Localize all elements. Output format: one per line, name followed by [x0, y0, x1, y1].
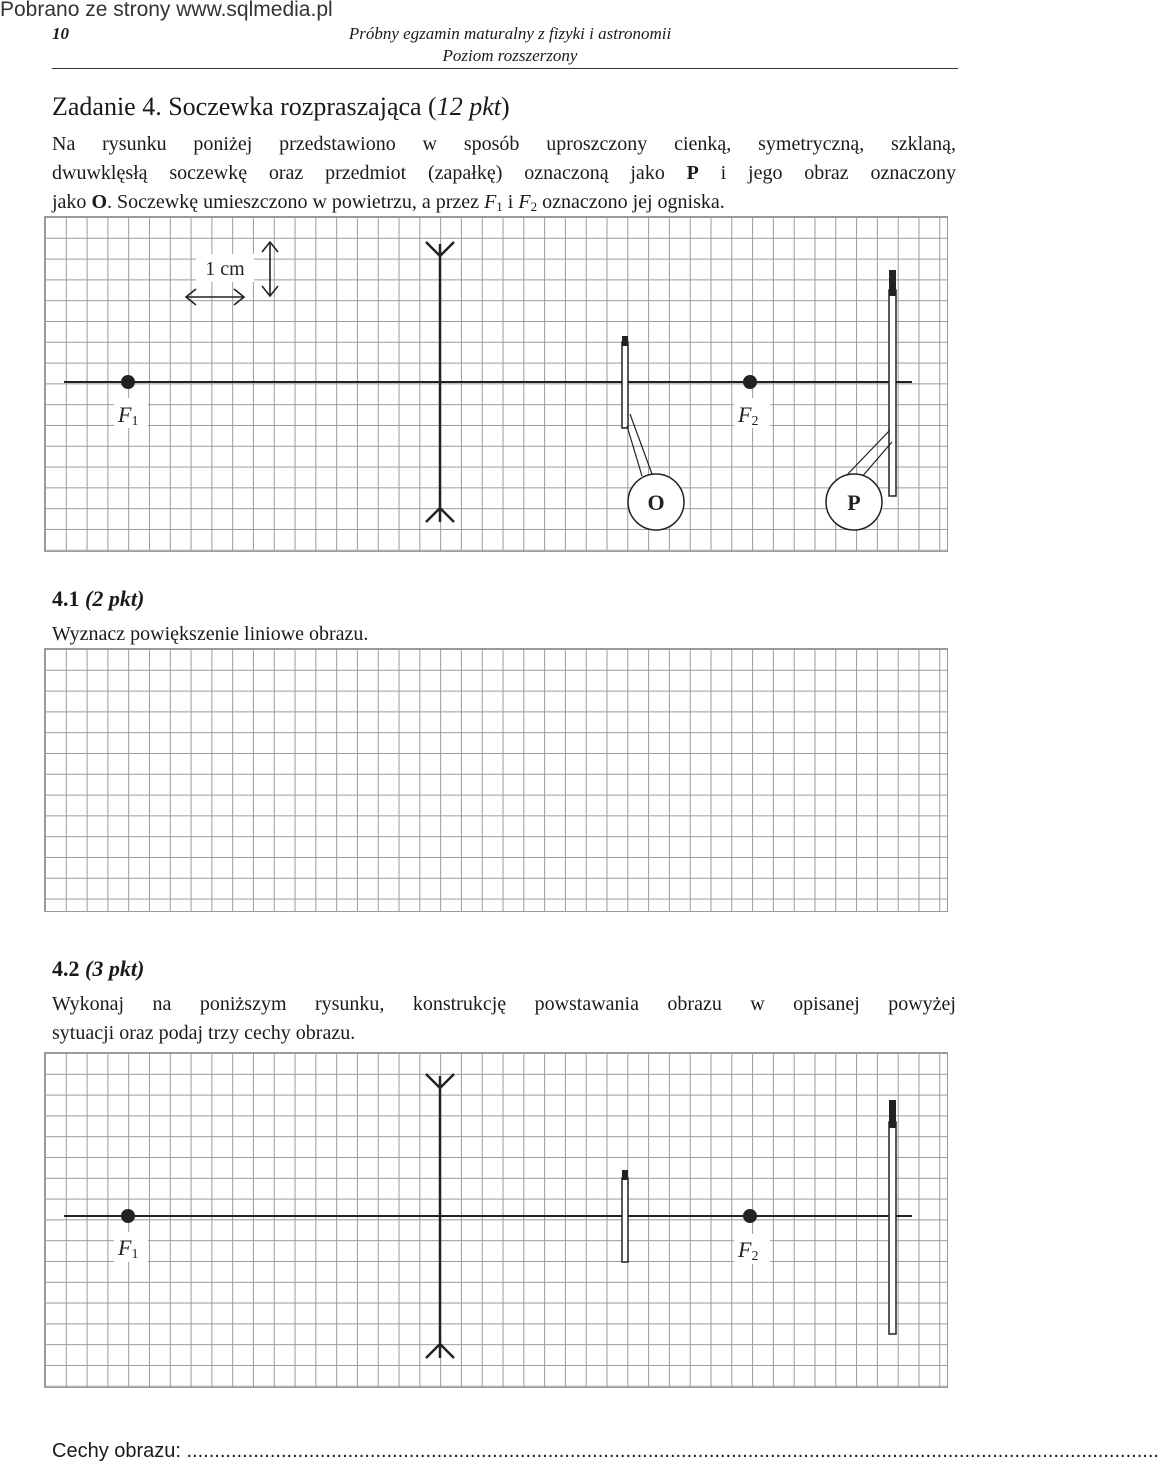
figure1-diagram: [44, 216, 948, 552]
q42-heading: [52, 956, 144, 982]
q41-prompt-text: Wyznacz powiększenie liniowe obrazu.: [52, 623, 369, 645]
intro-text: i jego obraz oznaczony: [698, 162, 956, 184]
scale-label: 1 cm: [205, 258, 245, 280]
object-match: [889, 1100, 896, 1334]
focus1-point: [121, 375, 135, 389]
q42-prompt: [52, 990, 956, 1048]
q41-heading: [52, 586, 144, 612]
intro-image-label: O: [91, 191, 107, 213]
focus1-point: [121, 1209, 135, 1223]
task-title-close: ): [500, 92, 510, 121]
q42-prompt-line-2: sytuacji oraz podaj trzy cechy obrazu.: [52, 1022, 356, 1044]
intro-text: dwuwklęsłą soczewkę oraz przedmiot (zapałkę) oznaczoną jako: [52, 162, 687, 184]
focus2-label: F2: [738, 1237, 759, 1264]
intro-focus2: F: [518, 191, 531, 213]
focus1-label: F1: [118, 402, 139, 429]
image-features-dots: ...............................................................................................................................................................................: [186, 1440, 1159, 1462]
image-features-label: Cechy obrazu:: [52, 1440, 187, 1462]
image-features-line[interactable]: [52, 1440, 1159, 1463]
task-title-text: Zadanie 4. Soczewka rozpraszająca (: [52, 92, 437, 121]
intro-text: . Soczewkę umieszczono w powietrzu, a przez: [107, 191, 485, 213]
object-match: [889, 270, 896, 496]
focus2-point: [743, 375, 757, 389]
watermark: Pobrano ze strony www.sqlmedia.pl: [0, 0, 333, 21]
focus2-point: [743, 1209, 757, 1223]
object-callout: [826, 430, 892, 530]
intro-text: jako: [52, 191, 92, 213]
header-level: Poziom rozszerzony: [442, 46, 578, 65]
q42-number: 4.2: [52, 956, 80, 981]
task-title-points: 12 pkt: [436, 92, 501, 121]
intro-line-1: Na rysunku poniżej przedstawiono w sposób uproszczony cienką, symetryczną, szklaną,: [52, 133, 956, 155]
figure2-diagram: [44, 1052, 948, 1388]
q41-answer-grid[interactable]: [44, 648, 948, 912]
header-rule: [52, 68, 958, 69]
intro-object-label: P: [686, 162, 699, 184]
object-callout-label: P: [847, 490, 861, 515]
focus1-label: F1: [118, 1235, 139, 1262]
intro-line-2: [52, 159, 956, 188]
intro-focus1: F: [484, 191, 497, 213]
header-exam-title: Próbny egzamin maturalny z fizyki i astronomii: [348, 24, 672, 43]
q41-number: 4.1: [52, 586, 80, 611]
intro-text: oznaczono jej ogniska.: [537, 191, 725, 213]
page-number: 10: [52, 24, 69, 43]
q42-points: (3 pkt): [85, 956, 145, 981]
intro-focus1-sub: 1: [496, 199, 503, 214]
intro-text: i: [502, 191, 519, 213]
q41-points: (2 pkt): [85, 586, 145, 611]
intro-focus2-sub: 2: [530, 199, 538, 214]
q42-prompt-line-1: Wykonaj na poniższym rysunku, konstrukcję powstawania obrazu w opisanej powyżej: [52, 993, 956, 1015]
image-match: [622, 336, 628, 428]
focus2-label: F2: [738, 402, 759, 429]
image-match: [622, 1170, 628, 1262]
task-intro: [52, 130, 956, 221]
q41-prompt: [52, 620, 956, 649]
task-title: [52, 92, 510, 122]
image-callout-label: O: [647, 490, 665, 515]
